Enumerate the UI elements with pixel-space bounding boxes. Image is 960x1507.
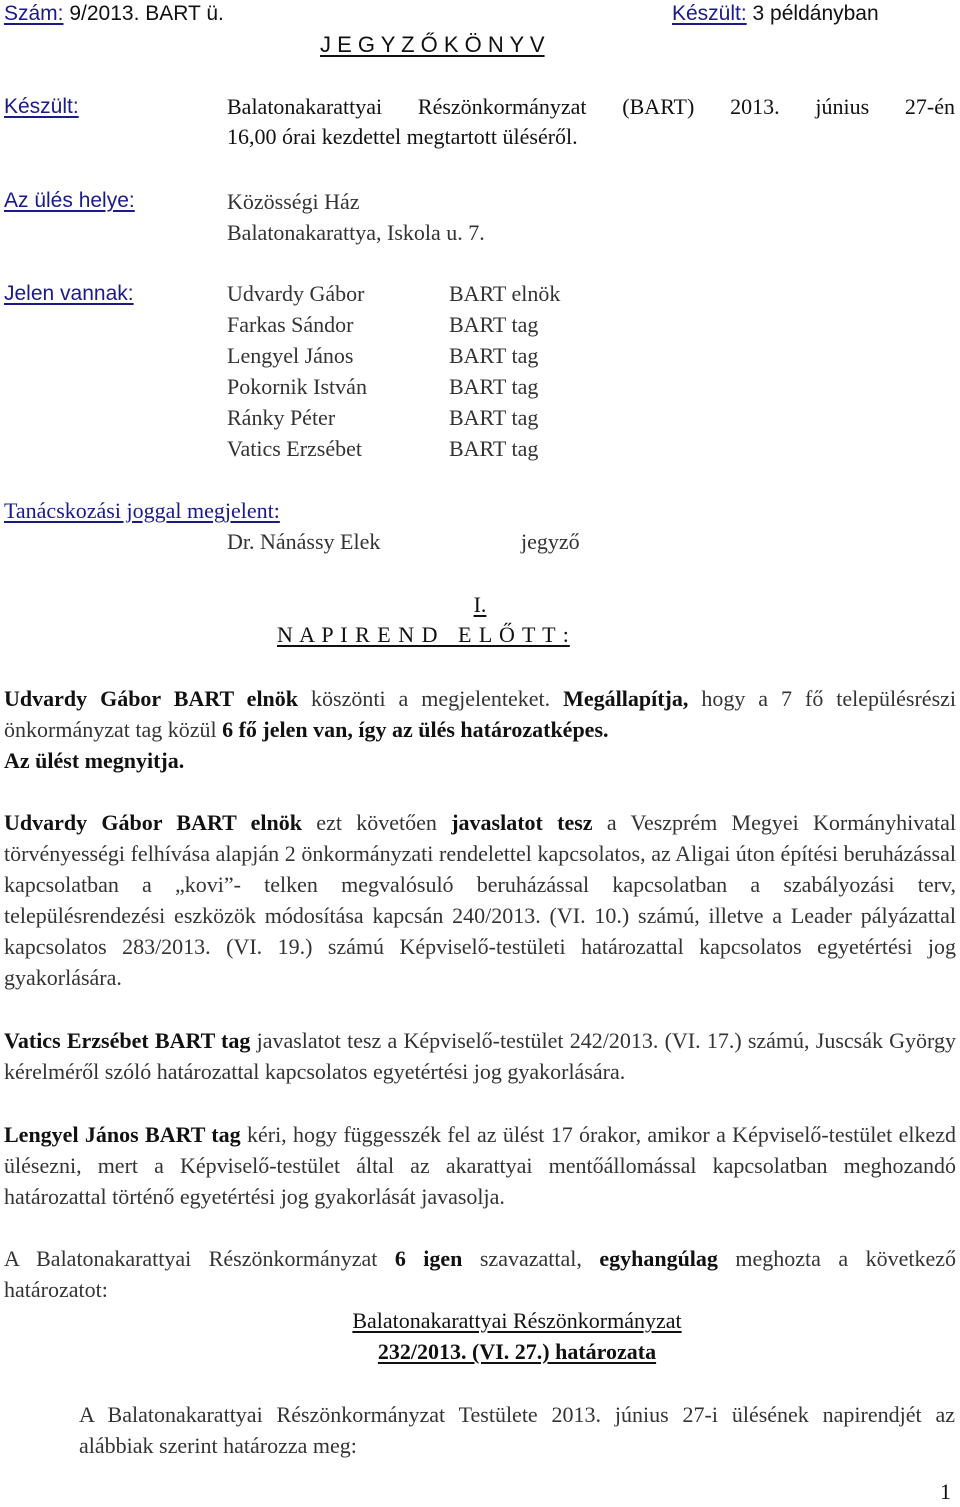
- text-run-bold: javaslatot tesz: [451, 810, 593, 835]
- resolution-text: A Balatonakarattyai Részönkormányzat Testülete 2013. június 27-i ülésének napirendjét az alábbiak szerint határozza meg:: [79, 1402, 955, 1458]
- guest-name: Dr. Nánássy Elek: [227, 529, 381, 554]
- member-name: Vatics Erzsébet: [227, 436, 362, 461]
- resolution-title-line-1: Balatonakarattyai Részönkormányzat: [352, 1308, 682, 1333]
- keszult-label: Készült:: [4, 95, 79, 118]
- text-run: javaslatot tesz a Képviselő-testület 242/2013. (VI. 17.) számú, Juscsák György kérelméről szóló határozattal kapcsolatos egyetértési jog gyakorlására.: [4, 1028, 956, 1084]
- member-name-bold: Vatics Erzsébet BART tag: [4, 1028, 251, 1053]
- member-role: BART tag: [449, 436, 539, 461]
- keszult-line-1: Balatonakarattyai Részönkormányzat (BART) 2013. június 27-én: [227, 94, 955, 119]
- keszult-line-2: 16,00 órai kezdettel megtartott üléséről.: [227, 124, 578, 149]
- page-number: 1: [940, 1479, 951, 1504]
- member-role: BART tag: [449, 405, 539, 430]
- text-run: hogy a 7 fő településrészi önkormányzat tag közül: [4, 686, 957, 742]
- hely-line-1: Közösségi Ház: [227, 189, 360, 214]
- szam-label: Szám:: [4, 2, 64, 25]
- member-names: [227, 278, 367, 464]
- text-run: kéri, hogy függesszék fel az ülést 17 órakor, amikor a Képviselő-testület elkezd ülésezni, mert a Képviselő-testület által az akarattyai mentőállomással kapcsolatban meghozandó határozattal történő egyetértési jog gyakorlását javasolja.: [4, 1122, 956, 1209]
- hely-label: Az ülés helye:: [4, 189, 135, 212]
- text-run-bold: Az ülést megnyitja.: [4, 748, 185, 773]
- text-run: A Balatonakarattyai Részönkormányzat: [4, 1246, 395, 1271]
- text-run-bold: 6 igen: [394, 1246, 463, 1271]
- member-name: Lengyel János: [227, 343, 354, 368]
- member-role: BART tag: [449, 343, 539, 368]
- section-title: N A P I R E N D E L Ő T T :: [277, 622, 570, 647]
- paragraph-opening: [4, 683, 956, 776]
- paragraph-proposal-1: [4, 807, 956, 993]
- paragraph-vote: [4, 1243, 956, 1305]
- text-run: szavazattal,: [462, 1246, 600, 1271]
- keszult-text: [227, 92, 955, 152]
- resolution-title-line-2: 232/2013. (VI. 27.) határozata: [377, 1339, 657, 1364]
- text-run-bold: 6 fő jelen van, így az ülés határozatképes.: [222, 717, 609, 742]
- text-run: a Veszprém Megyei Kormányhivatal törvényességi felhívása alapján 2 önkormányzati rendelettel kapcsolatos, az Aligai úton építési beruházással kapcsolatban a „kovi”- telken megvalósuló beruházással kapcsolatban a szabályozási terv, településrendezési eszközök módosítása kapcsán 240/2013. (VI. 10.) számú, illetve a Leader pályázattal kapcsolatos 283/2013. (VI. 19.) számú Képviselő-testületi határozattal kapcsolatos egyetértési jog gyakorlására.: [4, 810, 956, 990]
- jelen-label: Jelen vannak:: [4, 282, 134, 305]
- member-name-bold: Lengyel János BART tag: [4, 1122, 241, 1147]
- section-number-text: I.: [473, 592, 487, 617]
- chair-name: Udvardy Gábor BART elnök: [4, 810, 303, 835]
- text-run: meghozta a következő határozatot:: [4, 1246, 956, 1302]
- resolution-title: [0, 1305, 960, 1367]
- hely-text: [227, 186, 485, 248]
- member-name: Ránky Péter: [227, 405, 336, 430]
- member-name: Farkas Sándor: [227, 312, 354, 337]
- copies-info: [672, 0, 879, 28]
- text-run-bold: Megállapítja,: [563, 686, 689, 711]
- document-title: J E G Y Z Ő K Ö N Y V: [320, 32, 545, 57]
- text-run: ezt követően: [302, 810, 452, 835]
- szam-value: 9/2013. BART ü.: [69, 2, 224, 25]
- member-role: BART elnök: [449, 281, 561, 306]
- hely-line-2: Balatonakarattya, Iskola u. 7.: [227, 220, 485, 245]
- text-run: köszönti a megjelenteket.: [298, 686, 564, 711]
- document-number: [4, 0, 224, 28]
- member-roles: [449, 278, 560, 464]
- tanacskozasi-label: Tanácskozási joggal megjelent:: [4, 498, 280, 523]
- chair-name: Udvardy Gábor BART elnök: [4, 686, 299, 711]
- member-role: BART tag: [449, 374, 539, 399]
- member-name: Pokornik István: [227, 374, 367, 399]
- section-number: [0, 590, 960, 620]
- paragraph-proposal-2: [4, 1025, 956, 1087]
- text-run-bold: egyhangúlag: [599, 1246, 718, 1271]
- copies-value: 3 példányban: [752, 2, 879, 25]
- member-role: BART tag: [449, 312, 539, 337]
- paragraph-suspension-request: [4, 1119, 956, 1212]
- copies-label: Készült:: [672, 2, 747, 25]
- member-name: Udvardy Gábor: [227, 281, 365, 306]
- guest-role: jegyző: [521, 529, 580, 554]
